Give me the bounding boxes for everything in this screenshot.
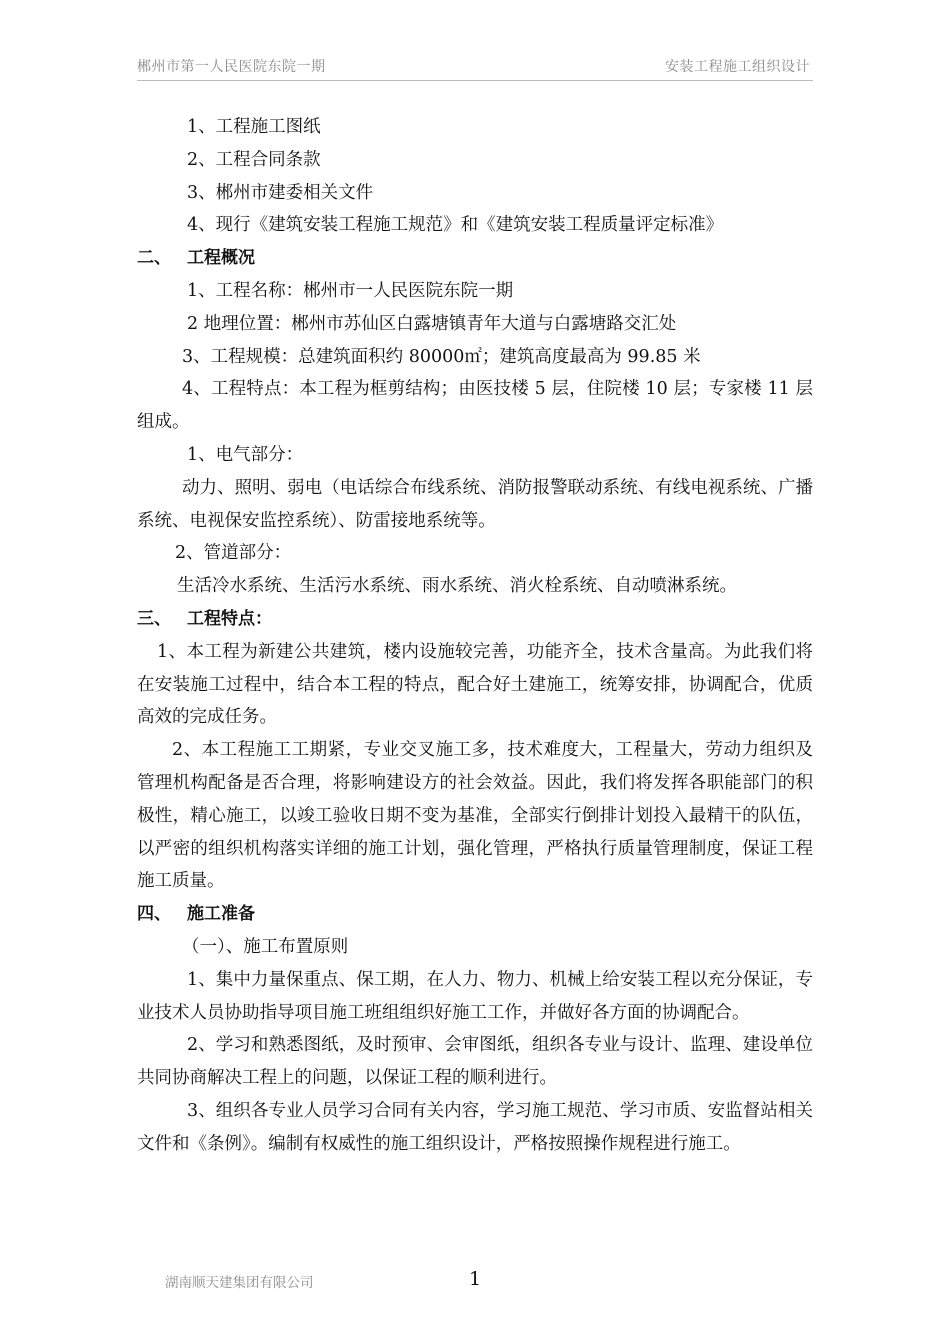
section-heading xyxy=(137,242,813,275)
paragraph: 1、集中力量保重点、保工期，在人力、物力、机械上给安装工程以充分保证，专业技术人员协助指导项目施工班组组织好施工工作，并做好各方面的协调配合。 xyxy=(137,969,813,1023)
section-heading xyxy=(137,898,813,931)
section-title: 工程特点： xyxy=(187,608,272,629)
footer-company: 湖南顺天建集团有限公司 xyxy=(165,1275,314,1291)
paragraph: 2、学习和熟悉图纸，及时预审、会审图纸，组织各专业与设计、监理、建设单位共同协商解决工程上的问题，以保证工程的顺利进行。 xyxy=(137,1035,813,1089)
paragraph: 2、管道部分： xyxy=(175,543,292,564)
paragraph: 2、本工程施工工期紧，专业交叉施工多，技术难度大，工程量大，劳动力组织及管理机构配备是否合理，将影响建设方的社会效益。因此，我们将发挥各职能部门的积极性，精心施工，以竣工验收日期不变为基准，全部实行倒排计划投入最精干的队伍，以严密的组织机构落实详细的施工计划，强化管理，严格执行质量管理制度，保证工程施工质量。 xyxy=(137,740,813,892)
paragraph: 1、电气部分： xyxy=(187,444,304,465)
paragraph: 2、工程合同条款 xyxy=(187,149,321,170)
document-body xyxy=(137,111,813,1161)
paragraph: 3、工程规模：总建筑面积约 80000㎡；建筑高度最高为 99.85 米 xyxy=(182,346,701,367)
header-rule xyxy=(137,80,813,81)
paragraph: 3、郴州市建委相关文件 xyxy=(187,182,374,203)
paragraph: 2 地理位置：郴州市苏仙区白露塘镇青年大道与白露塘路交汇处 xyxy=(187,313,677,334)
section-number: 四、 xyxy=(137,904,171,925)
paragraph: 1、工程施工图纸 xyxy=(187,117,321,137)
paragraph: 1、工程名称：郴州市一人民医院东院一期 xyxy=(187,280,514,301)
section-title: 施工准备 xyxy=(187,904,255,925)
paragraph: 3、组织各专业人员学习合同有关内容，学习施工规范、学习市质、安监督站相关文件和《条例》。编制有权威性的施工组织设计，严格按照操作规程进行施工。 xyxy=(137,1100,813,1154)
section-title: 工程概况 xyxy=(187,248,255,269)
page-number: 1 xyxy=(468,1268,482,1290)
section-number: 二、 xyxy=(137,248,171,269)
paragraph: 生活冷水系统、生活污水系统、雨水系统、消火栓系统、自动喷淋系统。 xyxy=(177,576,737,597)
paragraph: 动力、照明、弱电（电话综合布线系统、消防报警联动系统、有线电视系统、广播系统、电视保安监控系统）、防雷接地系统等。 xyxy=(137,477,813,531)
paragraph: 4、现行《建筑安装工程施工规范》和《建筑安装工程质量评定标准》 xyxy=(187,215,724,236)
subsection-heading: （一）、施工布置原则 xyxy=(182,936,349,957)
header-right: 安装工程施工组织设计 xyxy=(665,59,810,75)
paragraph: 1、本工程为新建公共建筑，楼内设施较完善，功能齐全，技术含量高。为此我们将在安装施工过程中，结合本工程的特点，配合好土建施工，统筹安排，协调配合，优质高效的完成任务。 xyxy=(137,641,813,728)
paragraph: 4、工程特点：本工程为框剪结构；由医技楼 5 层，住院楼 10 层；专家楼 11 层组成。 xyxy=(137,379,813,433)
header-left: 郴州市第一人民医院东院一期 xyxy=(137,59,326,75)
section-number: 三、 xyxy=(137,608,171,629)
section-heading xyxy=(137,603,813,636)
